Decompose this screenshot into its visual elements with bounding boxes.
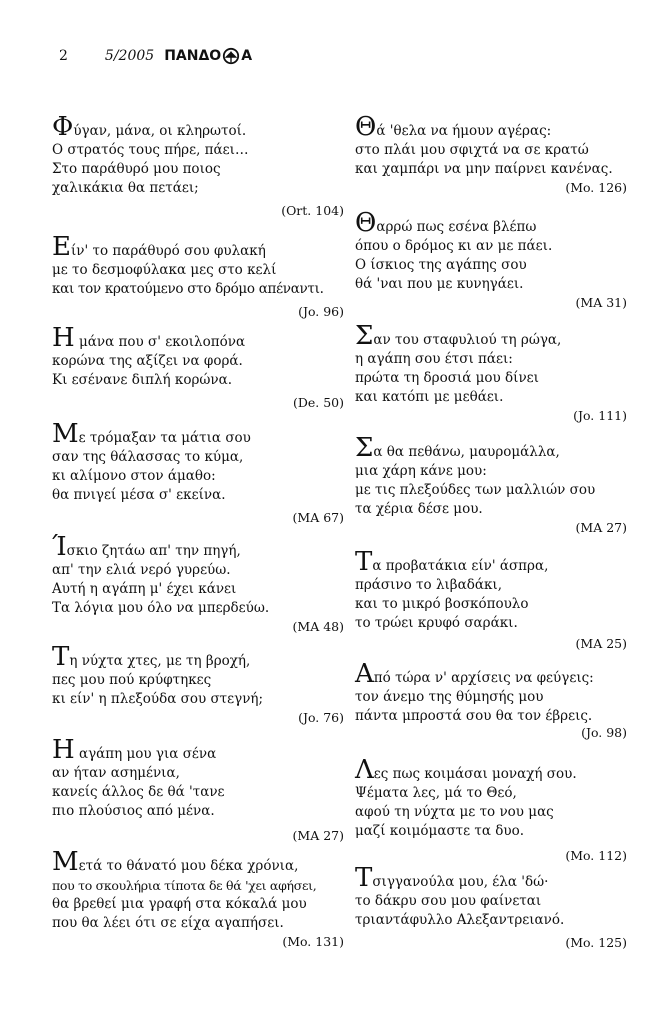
verse-line: τον άνεμο της θύμησής μου <box>355 689 544 705</box>
source-citation: (Jo. 96) <box>298 304 344 319</box>
verse-line: και κατόπι με μεθάει. <box>355 389 504 405</box>
verse-line: Τα προβατάκια είν' άσπρα, <box>355 547 549 577</box>
verse-line: Τα λόγια μου όλο να μπερδεύω. <box>52 600 270 616</box>
verse-line: χαλικάκια θα πετάει; <box>52 180 199 196</box>
source-citation: (Jo. 76) <box>298 710 344 725</box>
drop-cap: Ε <box>52 232 71 262</box>
verse-line: Είν' το παράθυρό σου φυλακή <box>52 232 266 262</box>
poem-stanza <box>355 112 627 197</box>
verse-line: που το σκουλήρια τίποτα δε θά 'χει αφήσει, <box>52 878 317 893</box>
poem-stanza <box>52 532 344 636</box>
verse-line: κι αλίμονο στον άμαθο: <box>52 468 216 484</box>
drop-cap: Μ <box>52 419 79 449</box>
drop-cap: Η <box>52 323 75 353</box>
poem-stanza <box>355 321 627 425</box>
verse-line: σαν της θάλασσας το κύμα, <box>52 449 244 465</box>
source-citation: (ΜΑ 27) <box>292 828 344 843</box>
verse-line: Από τώρα ν' αρχίσεις να φεύγεις: <box>355 659 594 689</box>
drop-cap: Λ <box>355 755 374 785</box>
verse-line: θα πνιγεί μέσα σ' εκείνα. <box>52 487 226 503</box>
drop-cap: Μ <box>52 847 79 877</box>
verse-line: Ο ίσκιος της αγάπης σου <box>355 257 527 273</box>
source-citation: (ΜΑ 31) <box>575 295 627 310</box>
poem-stanza <box>52 419 344 527</box>
source-citation: (ΜΑ 67) <box>292 510 344 525</box>
verse-line: πρώτα τη δροσιά μου δίνει <box>355 370 539 386</box>
verse-line: τα χέρια δέσε μου. <box>355 501 483 517</box>
drop-cap: Θ <box>355 112 377 142</box>
drop-cap: Σ <box>355 433 374 463</box>
verse-line: το τρώει κρυφό σαράκι. <box>355 615 518 631</box>
drop-cap: Α <box>355 659 374 689</box>
source-citation: (ΜΑ 27) <box>575 520 627 535</box>
verse-line: απ' την ελιά νερό γυρεύω. <box>52 562 231 578</box>
verse-line: πάντα μπροστά σου θα τον έβρεις. <box>355 708 593 724</box>
drop-cap: Ί <box>52 532 67 562</box>
verse-line: Τσιγγανούλα μου, έλα 'δώ· <box>355 863 549 893</box>
page-header <box>59 44 252 68</box>
journal-name-start: ΠΑΝΔΟ <box>164 48 222 64</box>
verse-line: θα βρεθεί μια γραφή στα κόκαλά μου <box>52 896 307 912</box>
drop-cap: Σ <box>355 321 374 351</box>
poem-stanza <box>52 847 344 951</box>
drop-cap: Τ <box>355 547 373 577</box>
verse-line: Με τρόμαξαν τα μάτια σου <box>52 419 251 449</box>
verse-line: μια χάρη κάνε μου: <box>355 463 487 479</box>
poem-stanza <box>52 232 344 321</box>
verse-line: Θά 'θελα να ήμουν αγέρας: <box>355 112 552 142</box>
source-citation: (Jo. 98) <box>581 725 627 740</box>
verse-line: Τη νύχτα χτες, με τη βροχή, <box>52 642 251 672</box>
verse-line: με τις πλεξούδες των μαλλιών σου <box>355 482 596 498</box>
source-citation: (Mo. 112) <box>565 848 627 863</box>
source-citation: (Mo. 125) <box>565 935 627 950</box>
verse-line: κι είν' η πλεξούδα σου στεγνή; <box>52 691 264 707</box>
poem-stanza <box>355 208 627 312</box>
verse-line: Αυτή η αγάπη μ' έχει κάνει <box>52 581 237 597</box>
verse-line: κορώνα της αξίζει να φορά. <box>52 353 243 369</box>
verse-line: κανείς άλλος δε θά 'τανε <box>52 784 225 800</box>
verse-line: και χαμπάρι να μην παίρνει κανένας. <box>355 161 613 177</box>
source-citation: (Mo. 126) <box>565 180 627 195</box>
drop-cap: Η <box>52 735 75 765</box>
pandora-emblem-icon <box>222 47 240 65</box>
verse-line: Λες πως κοιμάσαι μοναχή σου. <box>355 755 577 785</box>
verse-line: Σαν του σταφυλιού τη ρώγα, <box>355 321 562 351</box>
verse-line: Στο παράθυρό μου ποιος <box>52 161 221 177</box>
verse-line: Ίσκιο ζητάω απ' την πηγή, <box>52 532 241 562</box>
verse-line: στο πλάι μου σφιχτά να σε κρατώ <box>355 142 589 158</box>
poem-stanza <box>355 755 627 865</box>
source-citation: (ΜΑ 25) <box>575 636 627 651</box>
verse-line: και τον κρατούμενο στο δρόμο απέναντι. <box>52 281 324 297</box>
verse-line: Σα θα πεθάνω, μαυρομάλλα, <box>355 433 560 463</box>
poem-stanza <box>52 642 344 727</box>
verse-line: Κι εσένανε διπλή κορώνα. <box>52 372 233 388</box>
verse-line: Μετά το θάνατό μου δέκα χρόνια, <box>52 847 299 877</box>
journal-logo <box>164 47 252 65</box>
verse-line: πιο πλούσιος από μένα. <box>52 803 215 819</box>
verse-line: το δάκρυ σου μου φαίνεται <box>355 893 542 909</box>
verse-line: Φύγαν, μάνα, οι κληρωτοί. <box>52 112 247 142</box>
verse-line: Η μάνα που σ' εκοιλοπόνα <box>52 323 246 353</box>
page-number: 2 <box>59 48 68 64</box>
drop-cap: Τ <box>52 642 70 672</box>
verse-line: Θαρρώ πως εσένα βλέπω <box>355 208 537 238</box>
poem-stanza <box>355 863 627 952</box>
source-citation: (Jo. 111) <box>573 408 627 423</box>
drop-cap: Τ <box>355 863 373 893</box>
verse-line: μαζί κοιμόμαστε τα δυο. <box>355 823 525 839</box>
poem-stanza <box>52 112 344 220</box>
verse-line: Ο στρατός τους πήρε, πάει… <box>52 142 249 158</box>
verse-line: αφού τη νύχτα με το νου μας <box>355 804 554 820</box>
poem-stanza <box>52 735 344 845</box>
verse-line: Η αγάπη μου για σένα <box>52 735 217 765</box>
source-citation: (ΜΑ 48) <box>292 619 344 634</box>
verse-line: όπου ο δρόμος κι αν με πάει. <box>355 238 553 254</box>
drop-cap: Θ <box>355 208 377 238</box>
source-citation: (De. 50) <box>292 395 344 410</box>
verse-line: και το μικρό βοσκόπουλο <box>355 596 529 612</box>
verse-line: πράσινο το λιβαδάκι, <box>355 577 502 593</box>
journal-name-end: Α <box>241 48 253 64</box>
drop-cap: Φ <box>52 112 74 142</box>
source-citation: (Ort. 104) <box>281 203 344 218</box>
verse-line: που θα λέει ότι σε είχα αγαπήσει. <box>52 915 284 931</box>
verse-line: με το δεσμοφύλακα μες στο κελί <box>52 262 277 278</box>
poem-stanza <box>355 547 627 653</box>
poem-stanza <box>355 659 627 742</box>
verse-line: αν ήταν ασημένια, <box>52 765 180 781</box>
poem-stanza <box>52 323 344 412</box>
verse-line: η αγάπη σου έτσι πάει: <box>355 351 513 367</box>
verse-line: τριαντάφυλλο Αλεξαντρειανό. <box>355 912 565 928</box>
source-citation: (Mo. 131) <box>282 934 344 949</box>
poem-stanza <box>355 433 627 537</box>
verse-line: θά 'ναι που με κυνηγάει. <box>355 276 524 292</box>
verse-line: πες μου πού κρύφτηκες <box>52 672 212 688</box>
verse-line: Ψέματα λες, μά το Θεό, <box>355 785 517 801</box>
issue-number: 5/2005 <box>104 48 155 64</box>
